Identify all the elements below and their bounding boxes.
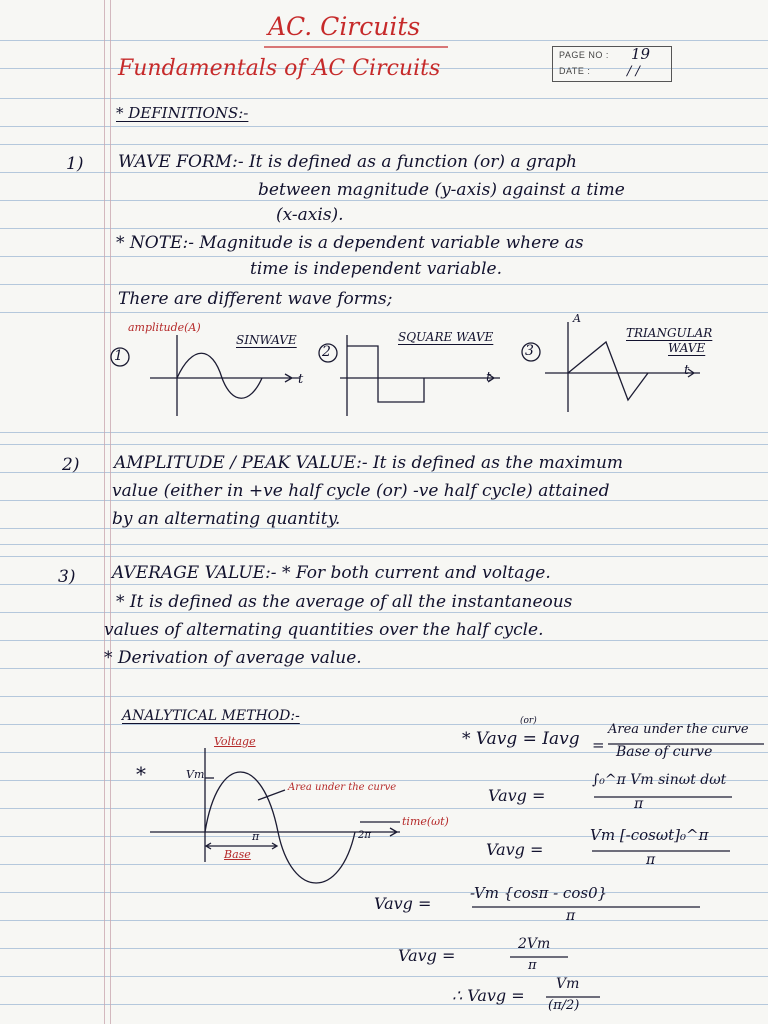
amplitude-definition-line: AMPLITUDE / PEAK VALUE:- It is defined as the maximum	[114, 453, 624, 473]
wave3-number: 3	[525, 343, 534, 359]
amplitude-definition-line: value (either in +ve half cycle (or) -ve half cycle) attained	[112, 481, 610, 501]
waveform-definition-line: WAVE FORM:- It is defined as a function (or) a graph	[118, 152, 577, 172]
eq2-fraction-bar	[592, 795, 752, 799]
definitions-heading: * DEFINITIONS:-	[116, 104, 249, 122]
page-subtitle: Fundamentals of AC Circuits	[118, 56, 441, 81]
eq1-denominator: Base of curve	[616, 744, 713, 760]
graph-area-label: Area under the curve	[288, 782, 397, 793]
wave2-axis-label: t	[486, 370, 492, 385]
eq2-lhs: Vavg =	[488, 786, 546, 805]
graph-base-label: Base	[224, 848, 251, 861]
eq3-numerator: Vm [-cosωt]₀^π	[590, 826, 709, 844]
eq1-equals: =	[592, 736, 605, 754]
eq3-lhs: Vavg =	[486, 840, 544, 859]
graph-pi-label: π	[252, 830, 260, 843]
graph-vm-label: Vm	[186, 768, 205, 781]
date-value: / /	[627, 64, 640, 79]
eq4-fraction-bar	[470, 905, 710, 909]
item-number: 1)	[66, 154, 84, 174]
graph-voltage-label: Voltage	[214, 735, 256, 748]
eq3-fraction-bar	[590, 849, 750, 853]
average-definition-line: AVERAGE VALUE:- * For both current and voltage.	[112, 563, 551, 583]
item-number: 2)	[62, 455, 80, 475]
eq5-lhs: Vavg =	[398, 946, 456, 965]
amplitude-label: amplitude(A)	[128, 321, 201, 334]
wave1-number: 1	[114, 348, 123, 364]
eq4-denominator: π	[566, 908, 576, 924]
eq3-denominator: π	[646, 852, 656, 868]
wave3-axis-label: t	[684, 363, 690, 378]
eq5-fraction-bar	[508, 955, 588, 959]
star-marker: *	[136, 762, 146, 786]
wave3-name-line2: WAVE	[668, 341, 706, 355]
graph-time-label: time(ωt)	[402, 815, 449, 828]
eq6-lhs: ∴ Vavg =	[452, 986, 525, 1005]
wave2-number: 2	[322, 344, 331, 360]
wave3-top-label: A	[573, 312, 581, 325]
eq5-numerator: 2Vm	[518, 936, 551, 952]
date-label: DATE :	[559, 66, 591, 76]
wave2-name: SQUARE WAVE	[398, 330, 494, 344]
note-line: time is independent variable.	[250, 259, 502, 279]
average-definition-line: values of alternating quantities over the half cycle.	[104, 620, 544, 640]
waveform-definition-line: between magnitude (y-axis) against a time	[258, 180, 625, 200]
eq1-or: (or)	[520, 716, 537, 726]
amplitude-definition-line: by an alternating quantity.	[112, 509, 341, 529]
area-pointer	[258, 790, 285, 800]
waveform-definition-line: (x-axis).	[276, 205, 344, 225]
analytical-method-heading: ANALYTICAL METHOD:-	[122, 708, 300, 724]
eq1-numerator: Area under the curve	[608, 722, 749, 737]
page-no-value: 19	[631, 45, 651, 63]
wave3-name: TRIANGULAR	[626, 326, 713, 340]
eq6-numerator: Vm	[556, 976, 580, 992]
page-no-label: PAGE NO :	[559, 50, 609, 60]
wave-forms-intro: There are different wave forms;	[118, 289, 393, 309]
eq4-lhs: Vavg =	[374, 894, 432, 913]
eq2-denominator: π	[634, 796, 644, 812]
eq2-numerator: ∫₀^π Vm sinωt dωt	[592, 772, 727, 788]
eq5-denominator: π	[528, 958, 537, 973]
eq1-lhs: * Vavg = Iavg	[462, 729, 580, 749]
item-number: 3)	[58, 567, 76, 587]
average-definition-line: * It is defined as the average of all the instantaneous	[116, 592, 573, 612]
note-line: * NOTE:- Magnitude is a dependent variable where as	[116, 233, 584, 253]
page-title: AC. Circuits	[268, 12, 421, 41]
eq6-denominator: (π/2)	[548, 998, 580, 1013]
average-definition-line: * Derivation of average value.	[104, 648, 362, 668]
wave1-axis-label: t	[298, 372, 304, 387]
graph-2pi-label: 2π	[358, 830, 371, 841]
eq4-numerator: -Vm {cosπ - cos0}	[470, 884, 608, 902]
wave1-name: SINWAVE	[236, 333, 297, 347]
